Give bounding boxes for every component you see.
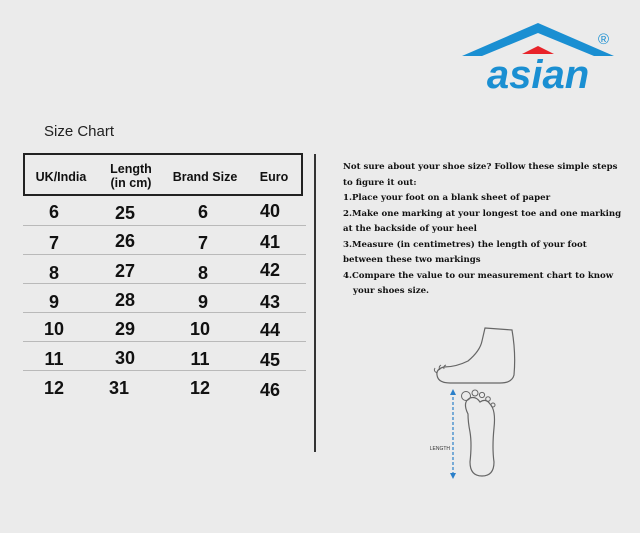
cell-brand-size: 6 (197, 202, 208, 222)
table-row (23, 341, 306, 371)
table-row (23, 283, 306, 313)
cell-uk-india: 9 (48, 292, 59, 312)
toe-4 (486, 397, 491, 402)
header-length-line2: (in cm) (110, 176, 152, 190)
foot-sole-outline (465, 398, 494, 477)
logo-text: asian (486, 53, 590, 95)
cell-euro: 42 (259, 260, 281, 280)
instruction-line: at the backside of your heel (343, 224, 477, 234)
cell-length: 31 (108, 378, 130, 398)
table-row (23, 196, 306, 226)
instruction-line: 2.Make one marking at your longest toe and one marking (343, 208, 622, 219)
cell-length: 26 (114, 231, 136, 251)
cell-brand-size: 12 (189, 378, 211, 398)
cell-length: 29 (114, 319, 136, 339)
instruction-line: between these two markings (343, 255, 481, 265)
cell-brand-size: 7 (197, 233, 208, 253)
foot-side-view-icon (430, 323, 520, 388)
instruction-line: to figure it out: (343, 177, 417, 188)
toe-big (462, 392, 471, 401)
cell-length: 27 (114, 261, 136, 281)
length-arrow-top (450, 389, 456, 395)
cell-euro: 40 (259, 201, 281, 221)
cell-brand-size: 9 (197, 292, 208, 312)
cell-length: 28 (114, 290, 136, 310)
cell-euro: 43 (259, 292, 281, 312)
header-brand-size: Brand Size (172, 170, 238, 184)
foot-side-outline (437, 328, 515, 383)
cell-euro: 45 (259, 350, 281, 370)
logo-graphic (458, 20, 618, 95)
cell-length: 25 (114, 203, 136, 223)
cell-length: 30 (114, 348, 136, 368)
size-table-header (23, 153, 303, 196)
table-row (23, 254, 306, 284)
header-uk-india: UK/India (35, 170, 87, 184)
toe-2 (472, 390, 478, 396)
vertical-divider (314, 154, 316, 452)
instructions (343, 160, 622, 300)
instruction-line: Not sure about your shoe size? Follow these simple steps (343, 162, 618, 172)
table-row (23, 370, 306, 399)
header-euro: Euro (259, 170, 289, 184)
instruction-line: 4.Compare the value to our measurement chart to know (343, 270, 614, 281)
foot-bottom-view-icon (426, 388, 516, 480)
length-label: LENGTH (429, 446, 450, 452)
cell-uk-india: 11 (44, 349, 64, 369)
table-row (23, 312, 306, 342)
instruction-line: 1.Place your foot on a blank sheet of paper (343, 193, 551, 203)
cell-uk-india: 12 (43, 378, 65, 398)
cell-euro: 41 (259, 232, 281, 252)
cell-euro: 44 (259, 320, 281, 340)
toe-3 (479, 392, 484, 397)
instruction-line: your shoes size. (353, 286, 430, 296)
cell-brand-size: 10 (189, 319, 211, 339)
header-length (101, 162, 161, 190)
cell-brand-size: 11 (190, 349, 210, 369)
cell-euro: 46 (259, 380, 281, 400)
cell-uk-india: 8 (48, 263, 59, 283)
length-arrow-bottom (450, 473, 456, 479)
cell-brand-size: 8 (197, 263, 208, 283)
brand-logo (458, 20, 618, 95)
size-chart-title: Size Chart (44, 123, 115, 140)
cell-uk-india: 10 (43, 319, 65, 339)
cell-uk-india: 7 (48, 233, 59, 253)
cell-uk-india: 6 (48, 202, 59, 222)
instruction-line: 3.Measure (in centimetres) the length of your foot (343, 239, 587, 250)
table-row (23, 225, 306, 255)
header-length-line1: Length (110, 162, 152, 176)
registered-mark: ® (598, 31, 610, 48)
